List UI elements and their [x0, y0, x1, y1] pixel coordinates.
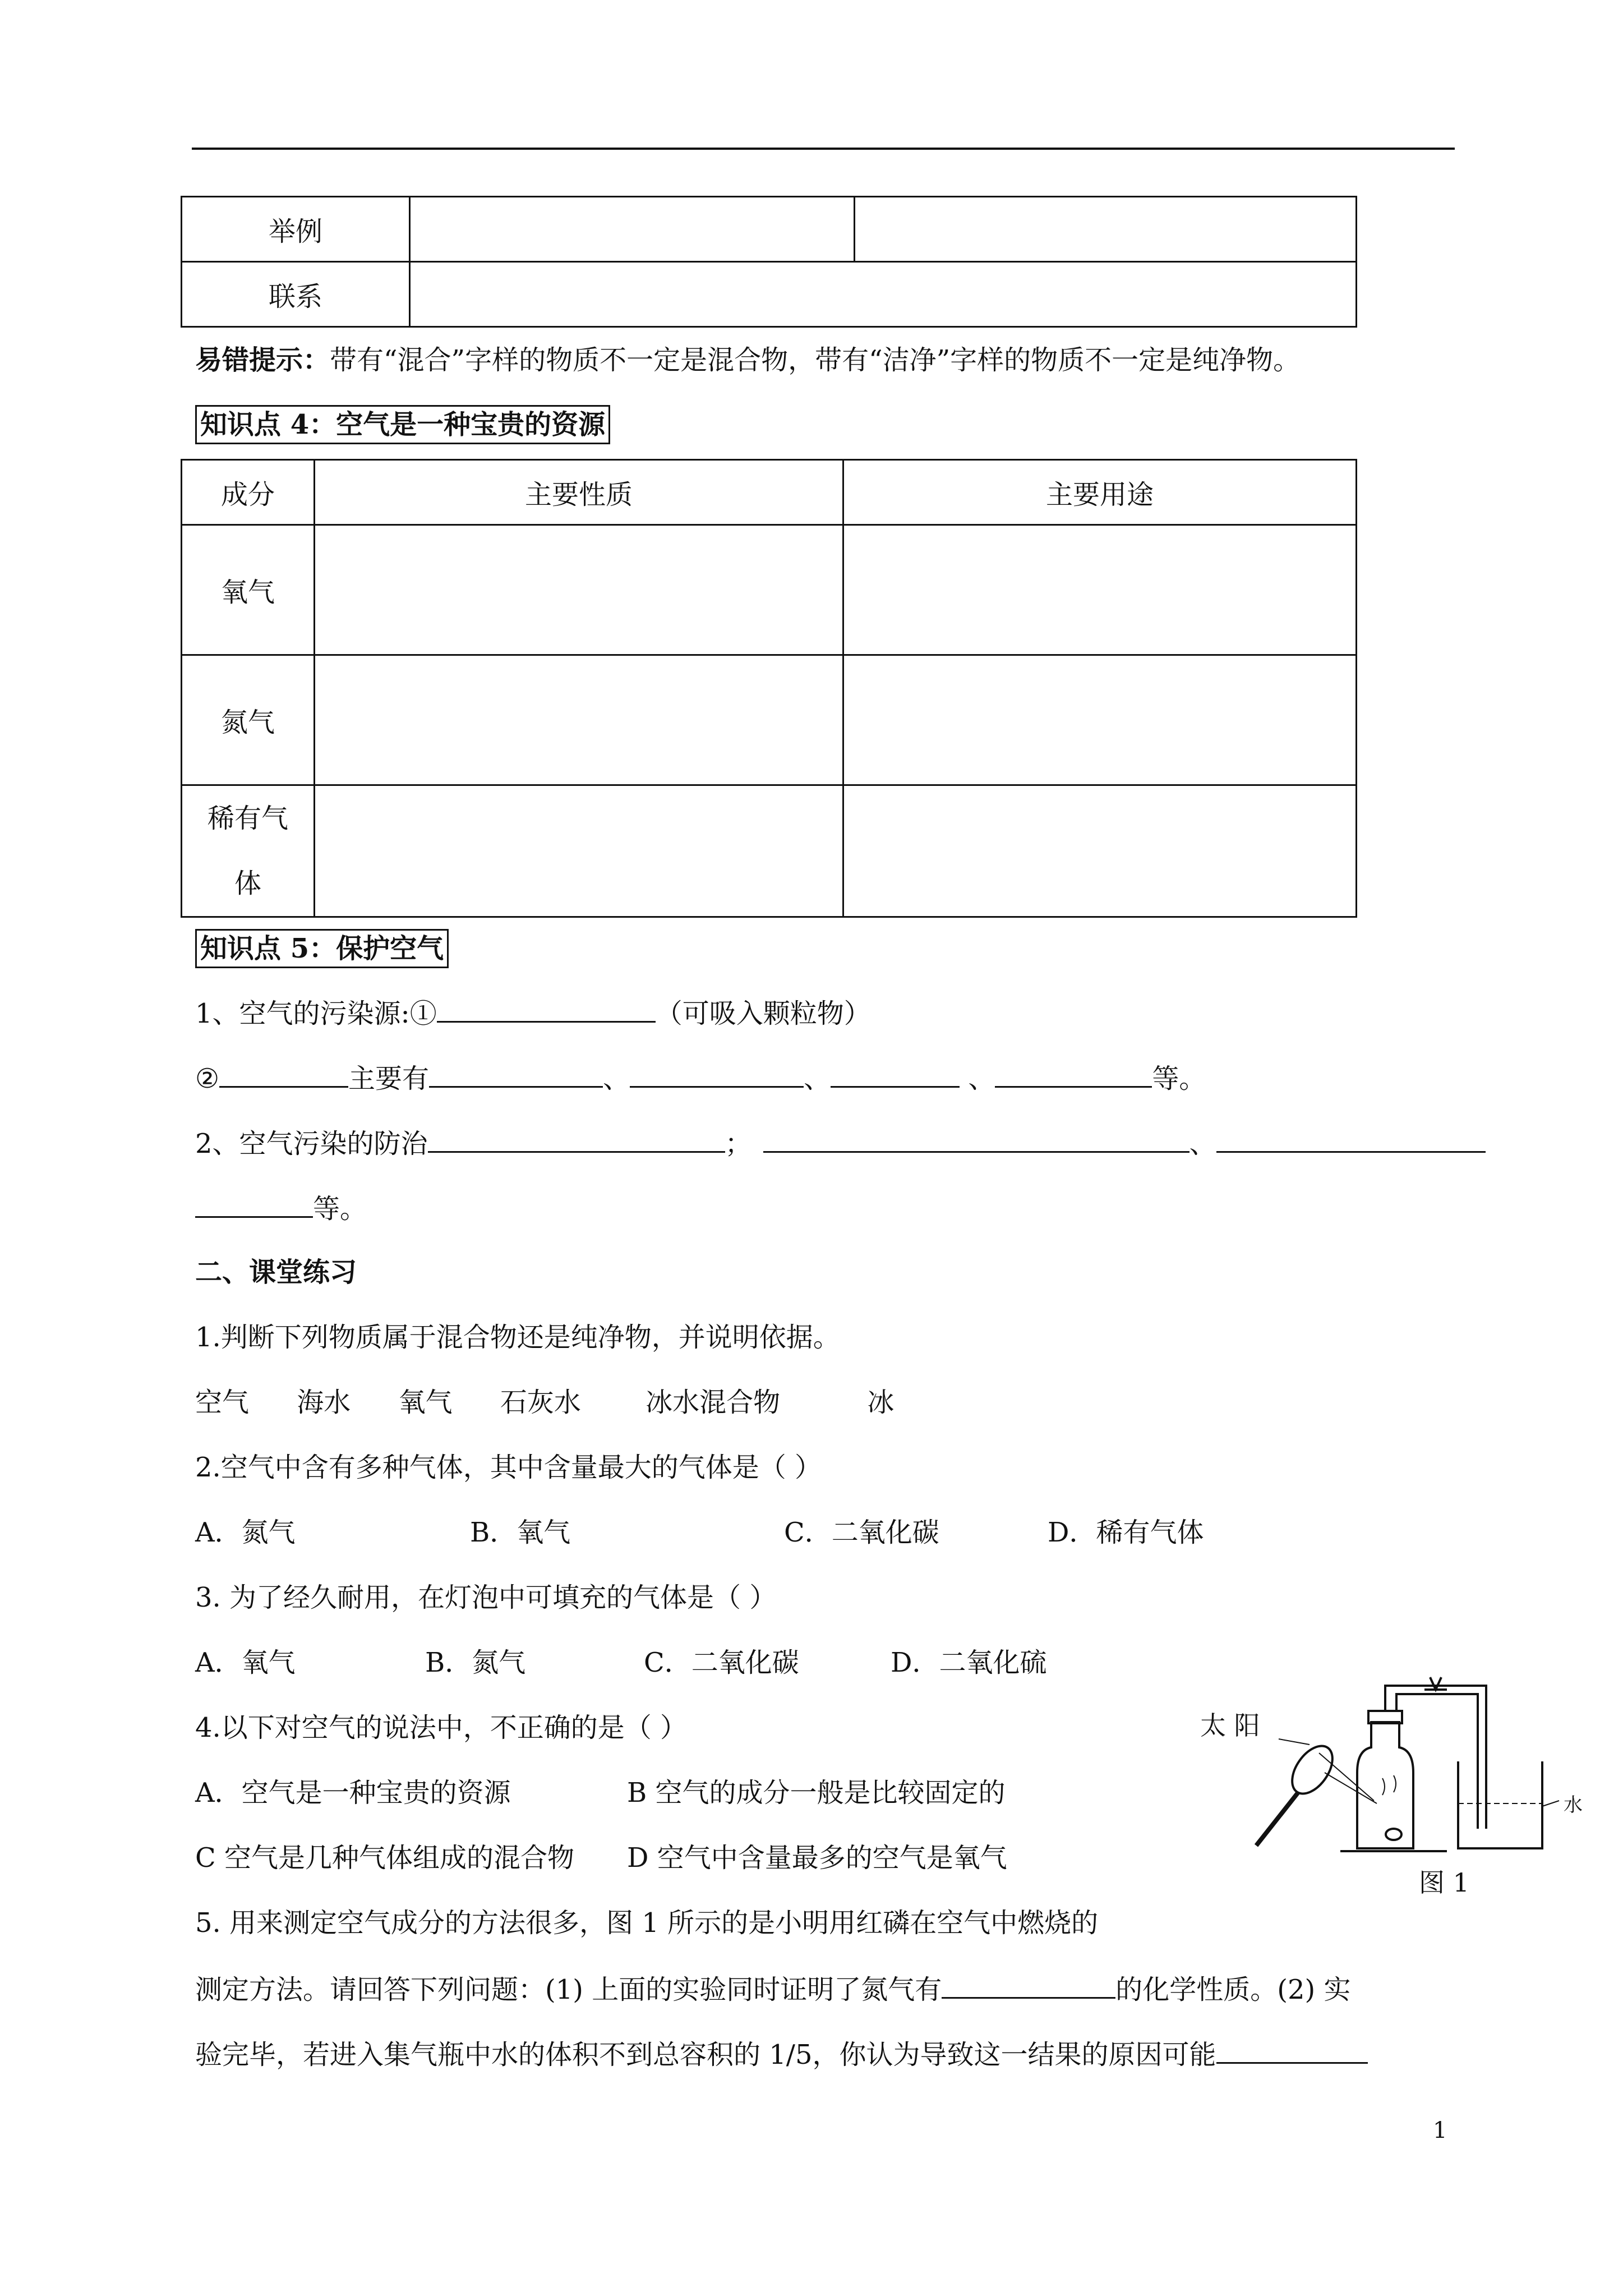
question-1-items	[195, 1384, 894, 1420]
water-beaker	[1458, 1761, 1542, 1848]
option: C 空气是几种气体组成的混合物	[195, 1842, 574, 1874]
answer-blank[interactable]	[428, 1124, 725, 1153]
answer-blank[interactable]	[831, 1059, 960, 1088]
table-header-row	[182, 460, 1357, 525]
option: D．二氧化硫	[891, 1647, 1047, 1678]
air-components-table	[181, 459, 1357, 918]
answer-blank[interactable]	[630, 1059, 804, 1088]
kp5-title: 知识点 5：保护空气	[195, 929, 449, 968]
table-cell	[855, 197, 1357, 262]
pollution-line-2	[195, 1059, 1206, 1097]
option: A．氮气	[195, 1517, 296, 1548]
table-cell	[843, 655, 1357, 785]
component-name: 氧气	[220, 577, 275, 608]
item: 氧气	[398, 1387, 453, 1418]
text: 1、空气的污染源:①	[195, 998, 437, 1029]
table-cell	[843, 525, 1357, 655]
component-name: 氮气	[220, 707, 275, 738]
question-5-line-3	[195, 2035, 1368, 2073]
text: 、	[960, 1063, 995, 1094]
text: 、	[1189, 1128, 1216, 1159]
question-3-options	[195, 1645, 1047, 1681]
tip-line	[195, 342, 1300, 378]
magnifier-icon	[1284, 1739, 1341, 1801]
text: 2、空气污染的防治	[195, 1128, 428, 1159]
header-rule	[192, 148, 1455, 150]
table-row	[182, 262, 1357, 327]
text: 、	[804, 1063, 831, 1094]
component-cell	[182, 525, 315, 655]
table-cell	[410, 262, 1357, 327]
table-cell	[315, 655, 843, 785]
item: 石灰水	[500, 1387, 581, 1418]
table-row	[182, 655, 1357, 785]
kp4-title: 知识点 4：空气是一种宝贵的资源	[195, 405, 610, 444]
item: 冰	[867, 1387, 895, 1418]
question-4-options-a	[195, 1775, 1006, 1811]
header-cell: 成分	[182, 460, 315, 525]
question-4-options-b	[195, 1840, 1007, 1876]
answer-blank[interactable]	[219, 1059, 348, 1088]
question-5-line-2	[195, 1970, 1351, 2008]
pollution-line-1	[195, 994, 871, 1032]
component-cell	[182, 655, 315, 785]
answer-blank[interactable]	[195, 1189, 313, 1218]
option: A．氧气	[195, 1647, 296, 1678]
text: 验完毕，若进入集气瓶中水的体积不到总容积的 1/5，你认为导致这一结果的原因可能	[195, 2039, 1216, 2070]
text: 的化学性质。(2) 实	[1115, 1974, 1351, 2005]
experiment-figure	[1200, 1660, 1604, 1907]
answer-blank[interactable]	[763, 1124, 1189, 1153]
option: B．氮气	[425, 1647, 526, 1678]
pollution-line-4	[195, 1189, 367, 1227]
kp4-heading	[195, 405, 610, 444]
text: 等。	[313, 1193, 367, 1225]
component-cell	[182, 785, 315, 917]
component-name-cont: 体	[234, 868, 261, 899]
table-cell	[315, 525, 843, 655]
text: 测定方法。请回答下列问题：(1) 上面的实验同时证明了氮气有	[195, 1974, 942, 2005]
item: 空气	[195, 1387, 250, 1418]
section-title: 二、课堂练习	[195, 1257, 357, 1288]
text: （可吸入颗粒物）	[655, 998, 871, 1029]
page-number: 1	[1433, 2118, 1447, 2143]
option: A．空气是一种宝贵的资源	[195, 1777, 511, 1809]
option: C．二氧化碳	[784, 1517, 939, 1548]
tip-label: 易错提示：	[195, 344, 330, 376]
option: C．二氧化碳	[644, 1647, 799, 1678]
question-3: 3. 为了经久耐用，在灯泡中可填充的气体是（ ）	[195, 1582, 777, 1613]
table-row	[182, 197, 1357, 262]
question-4: 4.以下对空气的说法中，不正确的是（ ）	[195, 1712, 688, 1743]
gas-bottle	[1357, 1722, 1413, 1848]
option: B．氧气	[470, 1517, 571, 1548]
tip-text: 带有“混合”字样的物质不一定是混合物，带有“洁净”字样的物质不一定是纯净物。	[330, 344, 1301, 376]
table-row	[182, 525, 1357, 655]
text: 等。	[1152, 1063, 1206, 1094]
component-name: 稀有气	[207, 803, 288, 834]
header-cell: 主要用途	[843, 460, 1357, 525]
question-2-options	[195, 1515, 1204, 1550]
answer-blank[interactable]	[942, 1970, 1115, 1999]
text: 、	[603, 1063, 630, 1094]
row-label: 联系	[182, 262, 410, 327]
text: 主要有	[348, 1063, 430, 1094]
table-row	[182, 785, 1357, 917]
option: D 空气中含量最多的空气是氧气	[627, 1842, 1007, 1874]
answer-blank[interactable]	[437, 994, 656, 1023]
text: ②	[195, 1063, 220, 1094]
table-cell	[410, 197, 855, 262]
question-2: 2.空气中含有多种气体，其中含量最大的气体是（ ）	[195, 1452, 822, 1483]
question-5-line-1: 5. 用来测定空气成分的方法很多，图 1 所示的是小明用红磷在空气中燃烧的	[195, 1907, 1099, 1939]
answer-blank[interactable]	[429, 1059, 603, 1088]
question-1: 1.判断下列物质属于混合物还是纯净物，并说明依据。	[195, 1322, 840, 1353]
apparatus-diagram	[1200, 1660, 1604, 1907]
sun-label: 太 阳	[1200, 1710, 1260, 1741]
water-label: 水	[1564, 1794, 1583, 1816]
text: ；	[725, 1128, 752, 1159]
answer-blank[interactable]	[995, 1059, 1152, 1088]
option: D．稀有气体	[1048, 1517, 1204, 1548]
table-cell	[315, 785, 843, 917]
kp5-heading	[195, 929, 449, 968]
answer-blank[interactable]	[1216, 1124, 1486, 1153]
item: 海水	[297, 1387, 351, 1418]
option: B 空气的成分一般是比较固定的	[627, 1777, 1006, 1809]
comparison-table	[181, 196, 1357, 328]
header-cell: 主要性质	[315, 460, 843, 525]
row-label: 举例	[182, 197, 410, 262]
figure-caption: 图 1	[1419, 1867, 1469, 1898]
table-cell	[843, 785, 1357, 917]
pollution-line-3	[195, 1124, 1486, 1162]
answer-blank[interactable]	[1216, 2035, 1368, 2064]
item: 冰水混合物	[645, 1387, 781, 1418]
